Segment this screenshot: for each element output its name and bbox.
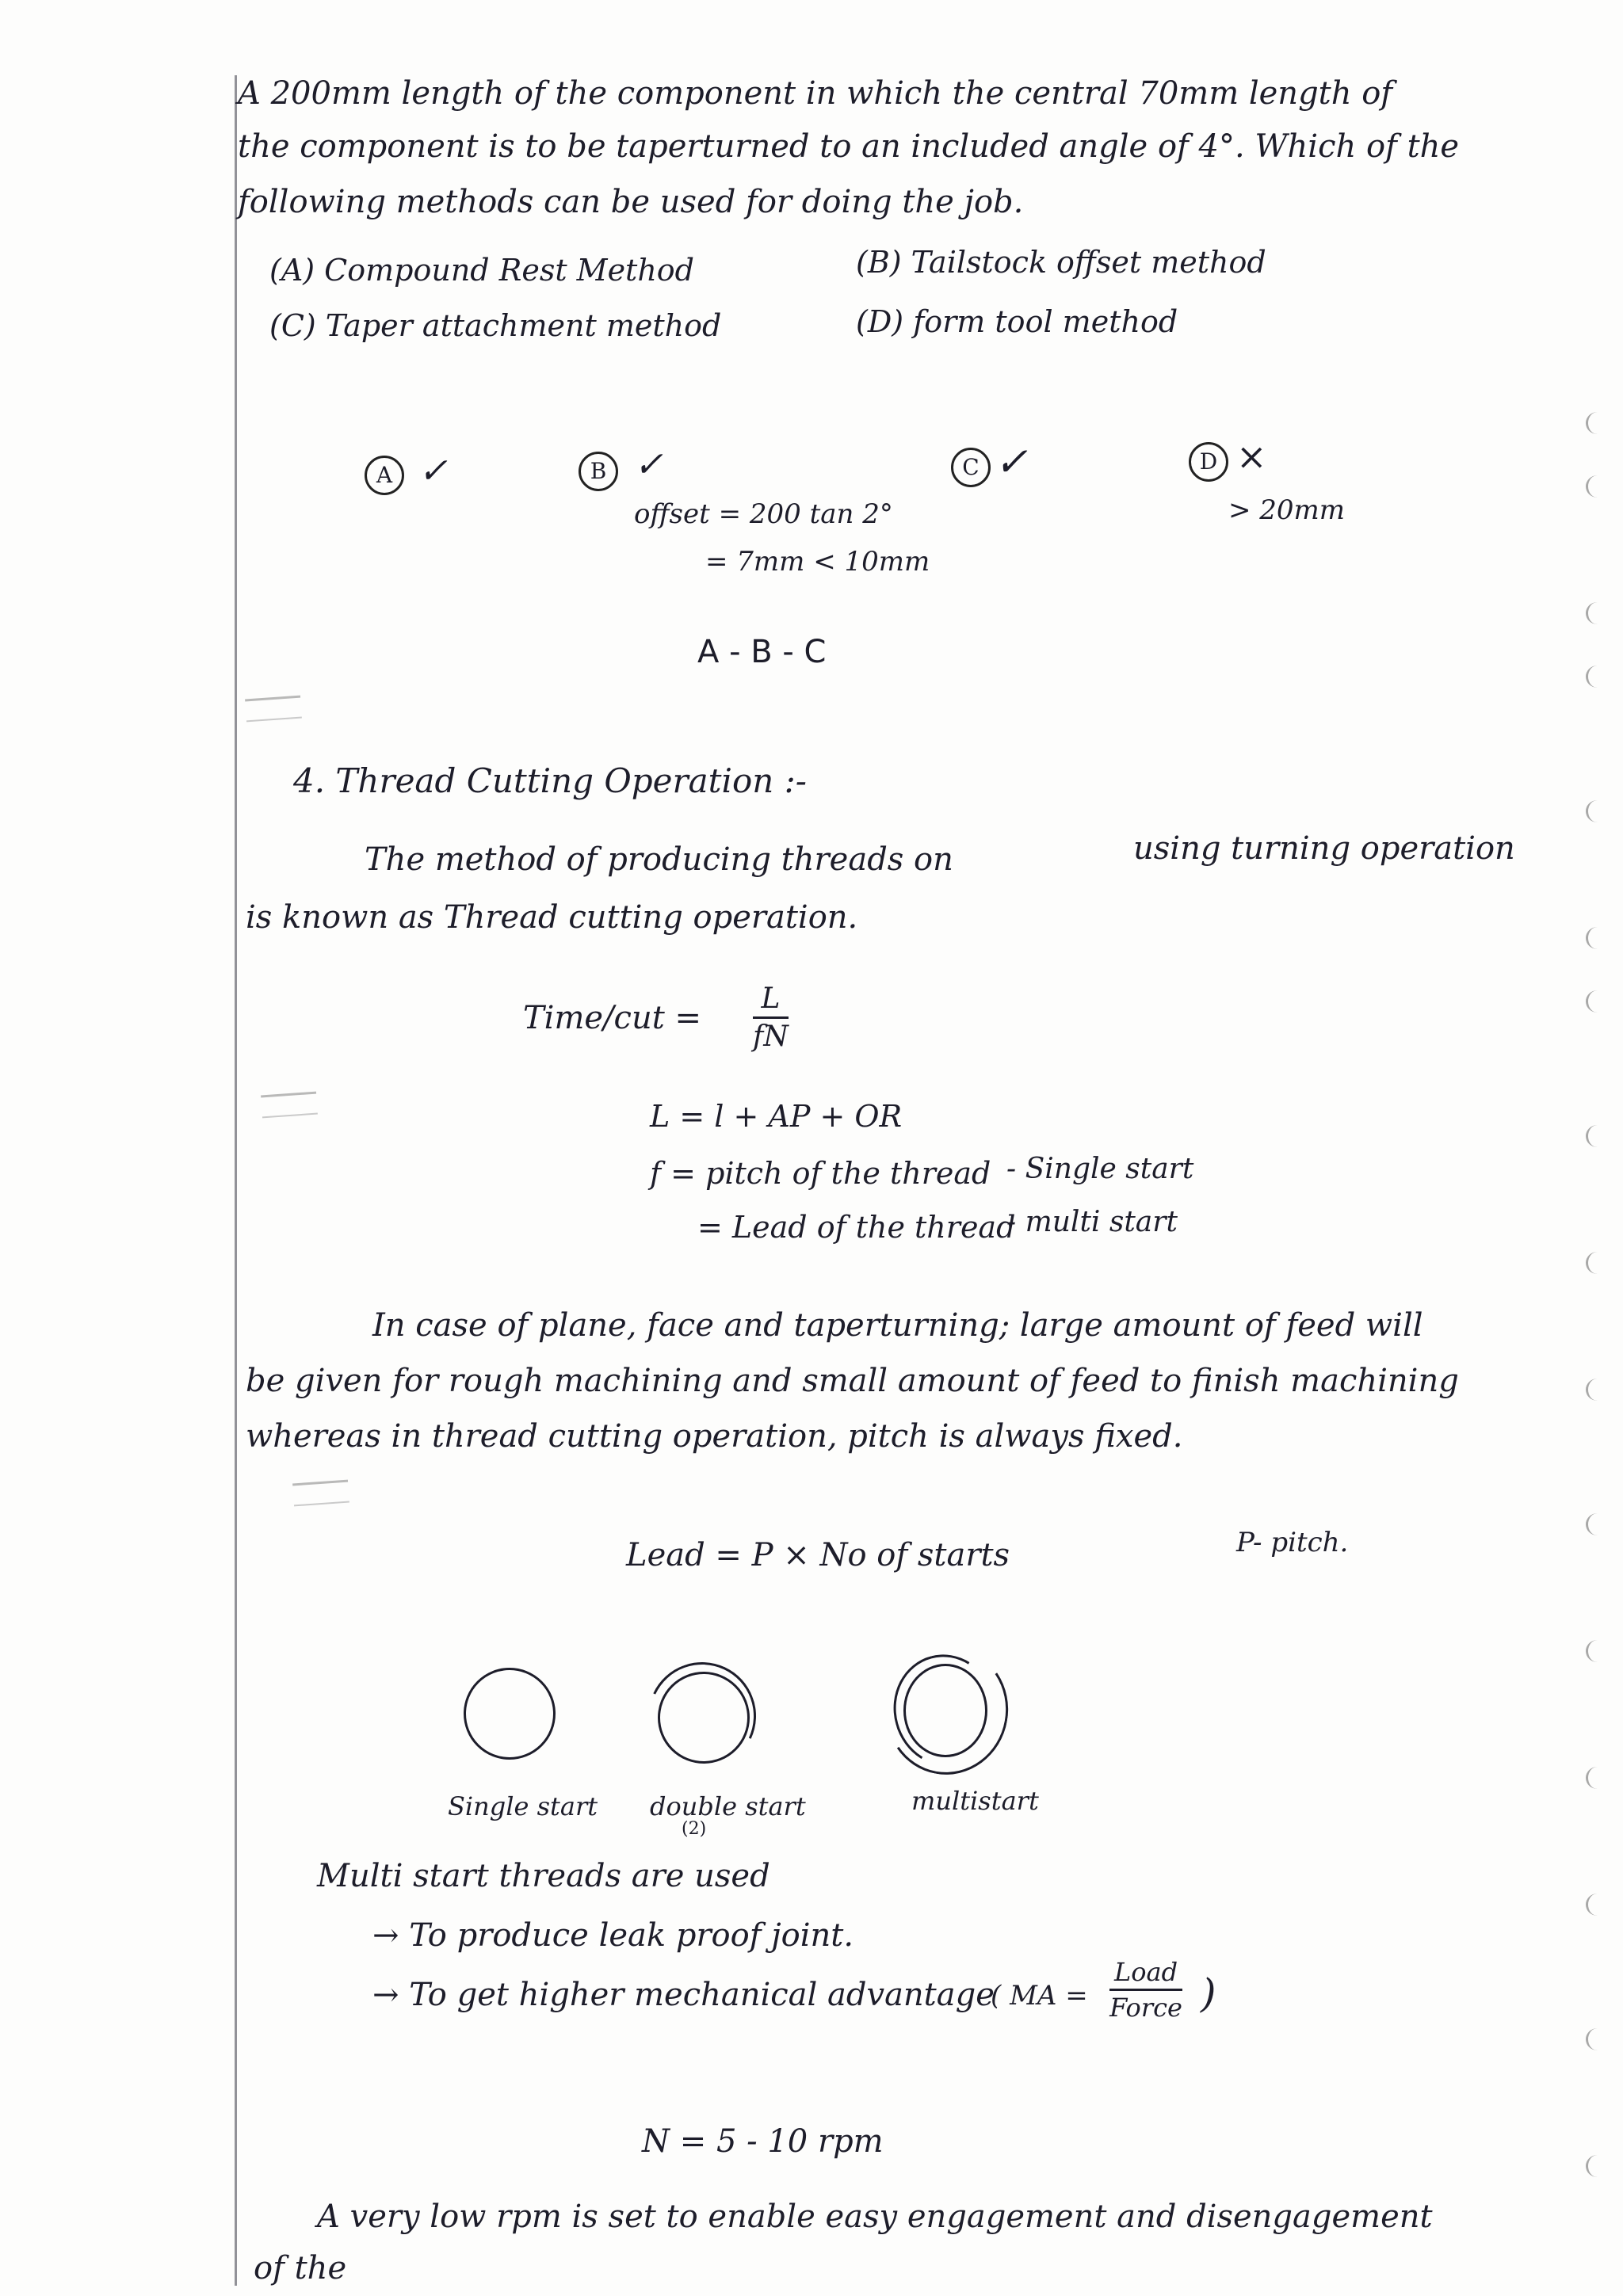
ma-label: ( MA = xyxy=(991,1980,1088,2012)
lead-formula: Lead = P × No of starts xyxy=(626,1537,1010,1573)
paragraph-line-2: be given for rough machining and small amount of feed to finish machining xyxy=(246,1363,1459,1399)
binding-ring xyxy=(1586,2028,1609,2050)
margin-scribble xyxy=(292,1480,349,1507)
option-d: (D) form tool method xyxy=(856,304,1178,339)
binding-ring xyxy=(1586,1379,1609,1401)
rpm-formula: N = 5 - 10 rpm xyxy=(642,2123,884,2160)
double-start-arc xyxy=(633,1647,771,1785)
option-b: (B) Tailstock offset method xyxy=(856,245,1266,280)
binding-ring xyxy=(1586,800,1609,822)
binding-ring xyxy=(1586,475,1609,498)
intro-line-1-right: using turning operation xyxy=(1133,830,1515,867)
time-per-cut-label: Time/cut = xyxy=(523,1000,702,1036)
question-line-2: the component is to be taperturned to an included angle of 4°. Which of the xyxy=(238,128,1460,165)
double-start-label: double start xyxy=(650,1791,806,1821)
binding-ring xyxy=(1586,412,1609,434)
feed-equation-1: f = pitch of the thread xyxy=(650,1156,991,1191)
single-start-diagram xyxy=(464,1668,556,1760)
ma-denominator: Force xyxy=(1109,1993,1182,2023)
binding-ring xyxy=(1586,1513,1609,1535)
intro-line-1: The method of producing threads on xyxy=(365,841,953,878)
answer-c-circle: C xyxy=(951,448,991,487)
uses-item-1: → To produce leak proof joint. xyxy=(372,1917,854,1954)
answer-a-mark: ✓ xyxy=(418,451,448,491)
question-line-3: following methods can be used for doing the job. xyxy=(238,184,1024,220)
feed-equation-2: = Lead of the thread xyxy=(697,1210,1016,1245)
uses-item-2: → To get higher mechanical advantage xyxy=(372,1977,995,2013)
time-fraction-numerator: L xyxy=(753,982,789,1019)
rpm-line-2: of the xyxy=(254,2250,347,2286)
option-c: (C) Taper attachment method xyxy=(269,308,722,343)
binding-ring xyxy=(1586,602,1609,624)
question-line-1: A 200mm length of the component in which the central 70mm length of xyxy=(238,75,1393,112)
multi-start-arc-2 xyxy=(876,1637,1018,1784)
feed-note-1: - Single start xyxy=(1006,1153,1194,1185)
answer-b-mark: ✓ xyxy=(634,444,663,485)
uses-heading: Multi start threads are used xyxy=(317,1858,770,1894)
binding-ring xyxy=(1586,2155,1609,2177)
section-heading: 4. Thread Cutting Operation :- xyxy=(293,761,807,800)
answer-c-mark: ✓ xyxy=(995,439,1028,485)
multi-start-label: multistart xyxy=(911,1786,1039,1816)
binding-ring xyxy=(1586,990,1609,1013)
paragraph-line-1: In case of plane, face and taperturning; large amount of feed will xyxy=(372,1307,1423,1344)
rpm-line-1: A very low rpm is set to enable easy engagement and disengagement xyxy=(317,2199,1433,2235)
binding-ring xyxy=(1586,1252,1609,1274)
intro-line-2: is known as Thread cutting operation. xyxy=(246,899,858,936)
pitch-note: P- pitch. xyxy=(1236,1527,1349,1558)
margin-scribble xyxy=(245,696,302,723)
option-a: (A) Compound Rest Method xyxy=(269,253,695,288)
binding-ring xyxy=(1586,1640,1609,1662)
double-start-sub: (2) xyxy=(682,1819,707,1839)
ma-close: ) xyxy=(1201,1970,1216,2016)
offset-equation: offset = 200 tan 2° xyxy=(634,498,893,530)
answer-d-circle: D xyxy=(1189,442,1228,482)
ma-numerator: Load xyxy=(1109,1957,1182,1991)
binding-ring xyxy=(1586,927,1609,949)
answer-d-mark: × xyxy=(1236,435,1267,478)
length-equation: L = l + AP + OR xyxy=(650,1099,903,1134)
final-answer: A - B - C xyxy=(697,634,827,670)
binding-ring xyxy=(1586,1894,1609,1916)
single-start-label: Single start xyxy=(448,1791,598,1821)
feed-note-2: - multi start xyxy=(1006,1206,1178,1238)
offset-result: = 7mm < 10mm xyxy=(705,546,930,578)
answer-b-circle: B xyxy=(579,452,618,491)
answer-a-circle: A xyxy=(365,456,404,495)
binding-ring xyxy=(1586,1125,1609,1147)
ma-fraction xyxy=(1109,1957,1182,2023)
option-d-note: > 20mm xyxy=(1228,494,1346,526)
time-per-cut-fraction xyxy=(753,982,789,1053)
margin-line xyxy=(235,75,237,2286)
time-fraction-denominator: fN xyxy=(753,1020,789,1053)
binding-ring xyxy=(1586,666,1609,688)
paragraph-line-3: whereas in thread cutting operation, pitch is always fixed. xyxy=(246,1418,1183,1455)
binding-ring xyxy=(1586,1767,1609,1789)
margin-scribble xyxy=(261,1092,318,1119)
